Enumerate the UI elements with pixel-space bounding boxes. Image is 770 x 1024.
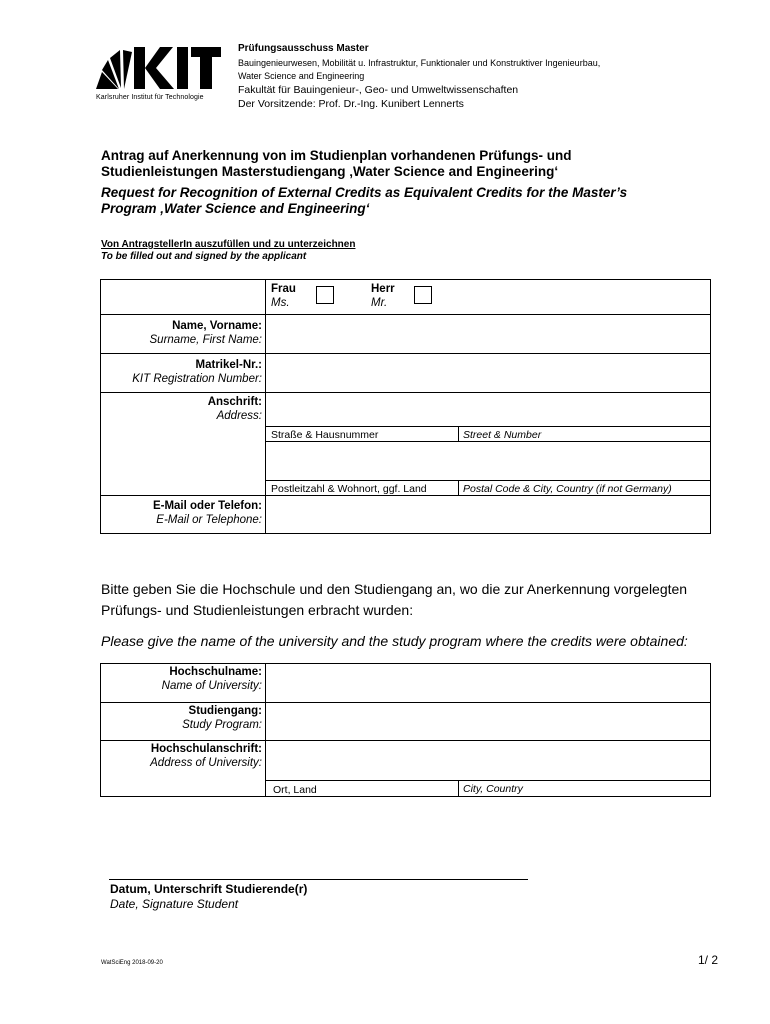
title-de-line-2: Studienleistungen Masterstudiengang ‚Water Science and Engineering‘ <box>101 164 559 179</box>
instruction-en: To be filled out and signed by the applicant <box>101 251 307 262</box>
title-de-line-1: Antrag auf Anerkennung von im Studienplan vorhandenen Prüfungs- und <box>101 148 572 163</box>
program-label-en: Study Program: <box>182 719 262 731</box>
university-address-label-en: Address of University: <box>150 757 262 769</box>
signature-label-de: Datum, Unterschrift Studierende(r) <box>110 882 308 896</box>
herr-label: Herr <box>371 283 395 295</box>
matrikel-label-en: KIT Registration Number: <box>132 373 262 385</box>
contact-field[interactable] <box>266 496 710 533</box>
university-field[interactable] <box>266 664 710 702</box>
title-en-line-2: Program ‚Water Science and Engineering‘ <box>101 201 370 216</box>
mr-label: Mr. <box>371 297 388 309</box>
program-label-de: Studiengang: <box>188 705 262 717</box>
street-field[interactable] <box>266 393 710 426</box>
university-prompt-de-line-2: Prüfungs- und Studienleistungen erbracht wurden: <box>101 602 414 618</box>
programs-line-1: Bauingenieurwesen, Mobilität u. Infrastruktur, Funktionaler und Konstruktiver Ingenieurbau, <box>238 58 601 68</box>
street-label-de: Straße & Hausnummer <box>271 429 379 441</box>
title-en-line-1: Request for Recognition of External Credits as Equivalent Credits for the Master’s <box>101 185 628 200</box>
university-prompt-en: Please give the name of the university and the study program where the credits were obtained: <box>101 633 688 649</box>
document-id: WatSciEng 2018-09-20 <box>101 960 163 966</box>
programs-line-2: Water Science and Engineering <box>238 71 365 81</box>
city-label-en: Postal Code & City, Country (if not Germany) <box>463 483 672 495</box>
university-address-label-de: Hochschulanschrift: <box>150 743 262 755</box>
chair-name: Der Vorsitzende: Prof. Dr.-Ing. Kunibert Lennerts <box>238 98 464 110</box>
matrikel-label-de: Matrikel-Nr.: <box>195 359 262 371</box>
kit-logo-graphic <box>96 42 221 94</box>
frau-label: Frau <box>271 283 296 295</box>
program-field[interactable] <box>266 703 710 740</box>
university-address-field[interactable] <box>266 741 710 780</box>
name-field[interactable] <box>266 315 710 353</box>
signature-label-en: Date, Signature Student <box>110 897 239 911</box>
university-prompt-de-line-1: Bitte geben Sie die Hochschule und den Studiengang an, wo die zur Anerkennung vorgelegten <box>101 581 688 597</box>
instruction-de: Von AntragstellerIn auszufüllen und zu unterzeichnen <box>101 239 356 250</box>
logo-caption: Karlsruher Institut für Technologie <box>96 94 204 101</box>
page-number: 1/ 2 <box>698 953 719 967</box>
university-city-label-de: Ort, Land <box>273 784 317 796</box>
herr-checkbox[interactable] <box>414 286 432 304</box>
faculty-name: Fakultät für Bauingenieur-, Geo- und Umweltwissenschaften <box>238 84 519 96</box>
address-label-de: Anschrift: <box>207 396 262 408</box>
university-city-label-en: City, Country <box>463 783 523 795</box>
city-field[interactable] <box>266 442 710 480</box>
name-label-en: Surname, First Name: <box>149 334 262 346</box>
address-label-en: Address: <box>216 410 262 422</box>
city-label-de: Postleitzahl & Wohnort, ggf. Land <box>271 483 427 495</box>
ms-label: Ms. <box>271 297 290 309</box>
contact-label-en: E-Mail or Telephone: <box>156 514 262 526</box>
signature-line[interactable] <box>109 879 528 880</box>
university-label-en: Name of University: <box>161 680 262 692</box>
committee-name: Prüfungsausschuss Master <box>238 43 369 54</box>
frau-checkbox[interactable] <box>316 286 334 304</box>
university-label-de: Hochschulname: <box>169 666 262 678</box>
street-label-en: Street & Number <box>463 429 542 441</box>
contact-label-de: E-Mail oder Telefon: <box>152 500 262 512</box>
matrikel-field[interactable] <box>266 354 710 392</box>
name-label-de: Name, Vorname: <box>172 320 262 332</box>
